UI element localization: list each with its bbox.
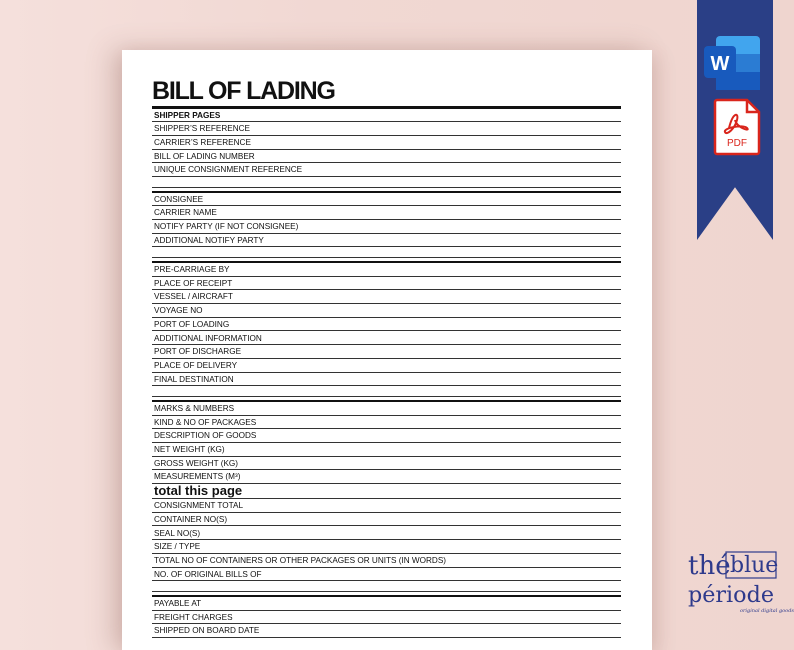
form-row: PORT OF LOADING <box>152 318 621 332</box>
form-row: SHIPPER PAGES <box>152 109 621 123</box>
form-row: TOTAL NO OF CONTAINERS OR OTHER PACKAGES OR UNITS (IN WORDS) <box>152 554 621 568</box>
blank-row <box>152 247 621 258</box>
form-row: SHIPPED ON BOARD DATE <box>152 624 621 638</box>
form-row: KIND & NO OF PACKAGES <box>152 416 621 430</box>
form-row: PLACE OF RECEIPT <box>152 277 621 291</box>
form-row: VOYAGE NO <box>152 304 621 318</box>
blank-row <box>152 581 621 592</box>
form-row: SHIPPER’S REFERENCE <box>152 122 621 136</box>
document-page <box>122 50 652 650</box>
section-divider <box>152 595 621 597</box>
svg-text:période: période <box>688 583 774 608</box>
pdf-icon-label: PDF <box>727 138 747 149</box>
form-row: CARRIER NAME <box>152 206 621 220</box>
form-row: CARRIER’S REFERENCE <box>152 136 621 150</box>
section-divider <box>152 106 621 109</box>
brand-logo <box>684 540 794 620</box>
section-divider <box>152 191 621 193</box>
form-row: MEASUREMENTS (M³) <box>152 470 621 484</box>
svg-text:blue: blue <box>730 553 779 578</box>
form-row: VESSEL / AIRCRAFT <box>152 290 621 304</box>
form-row: NOTIFY PARTY (IF NOT CONSIGNEE) <box>152 220 621 234</box>
pdf-icon <box>713 98 761 156</box>
word-icon <box>702 34 762 92</box>
form-row: FINAL DESTINATION <box>152 373 621 387</box>
svg-text:thé: thé <box>688 551 731 581</box>
form-row: GROSS WEIGHT (KG) <box>152 457 621 471</box>
form-row: ADDITIONAL NOTIFY PARTY <box>152 234 621 248</box>
form-row: PORT OF DISCHARGE <box>152 345 621 359</box>
form-row: BILL OF LADING NUMBER <box>152 150 621 164</box>
form-row: CONSIGNMENT TOTAL <box>152 499 621 513</box>
form-row: MARKS & NUMBERS <box>152 402 621 416</box>
blank-row <box>152 386 621 397</box>
form-row: ADDITIONAL INFORMATION <box>152 332 621 346</box>
section-divider <box>152 261 621 263</box>
form-row: SEAL NO(S) <box>152 527 621 541</box>
form-row: DESCRIPTION OF GOODS <box>152 429 621 443</box>
form-row: CONSIGNEE <box>152 193 621 207</box>
form-row: PRE-CARRIAGE BY <box>152 263 621 277</box>
form-row: total this page <box>152 484 621 499</box>
form-row: PLACE OF DELIVERY <box>152 359 621 373</box>
blank-row <box>152 177 621 188</box>
form-row: NO. OF ORIGINAL BILLS OF <box>152 568 621 582</box>
svg-text:original digital goods: original digital goods <box>740 608 794 614</box>
form-row: FREIGHT CHARGES <box>152 611 621 625</box>
document-title: BILL OF LADING <box>152 77 335 105</box>
form-row: UNIQUE CONSIGNMENT REFERENCE <box>152 163 621 177</box>
form-row: CONTAINER NO(S) <box>152 513 621 527</box>
section-divider <box>152 400 621 402</box>
form-row: PAYABLE AT <box>152 597 621 611</box>
form-row: NET WEIGHT (KG) <box>152 443 621 457</box>
form-row: SIZE / TYPE <box>152 540 621 554</box>
word-icon-letter: W <box>710 53 730 75</box>
